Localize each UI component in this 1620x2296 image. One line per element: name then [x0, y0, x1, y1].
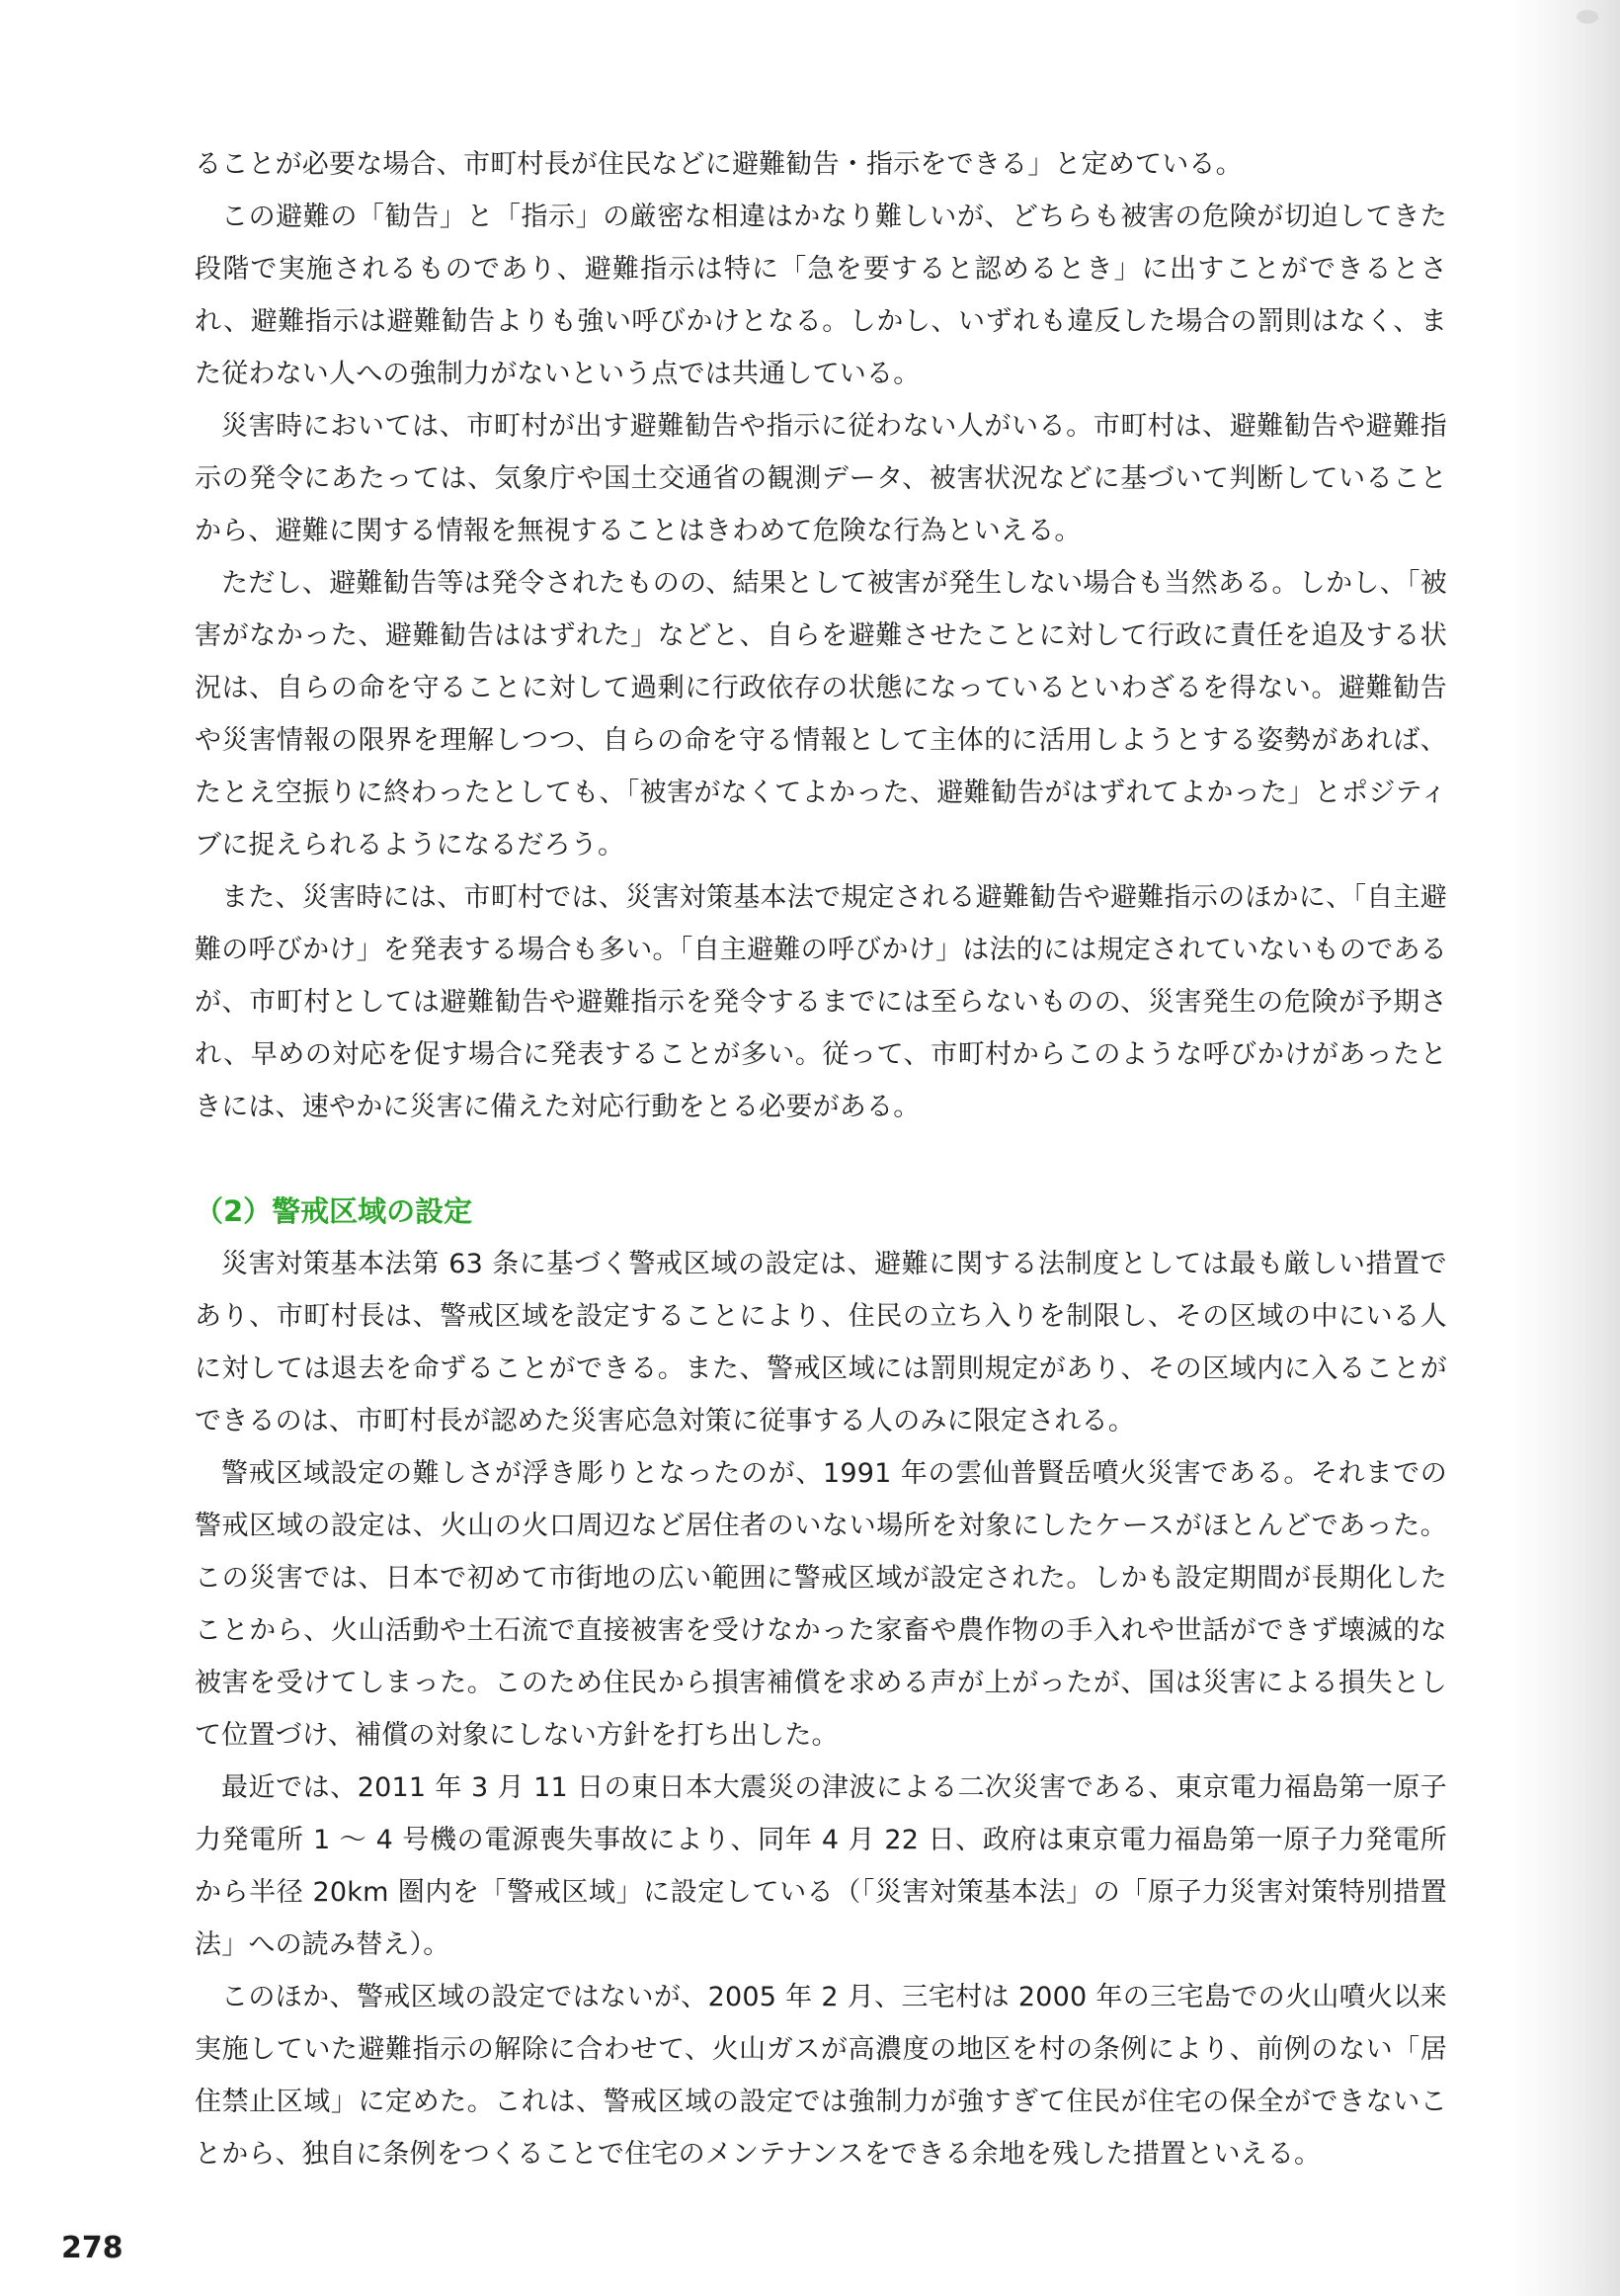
- paragraph: 災害対策基本法第 63 条に基づく警戒区域の設定は、避難に関する法制度としては最も厳しい措置であり、市町村長は、警戒区域を設定することにより、住民の立ち入りを制限し、その区域の中にいる人に対しては退去を命ずることができる。また、警戒区域には罰則規定があり、その区域内に入ることができるのは、市町村長が認めた災害応急対策に従事する人のみに限定される。: [195, 1249, 1447, 1436]
- page-edge-shadow: [1511, 0, 1620, 2296]
- scan-mark: [1577, 10, 1598, 24]
- page-body: [195, 138, 1447, 2180]
- section-heading: （2）警戒区域の設定: [195, 1194, 473, 1228]
- paragraph: 最近では、2011 年 3 月 11 日の東日本大震災の津波による二次災害である、東京電力福島第一原子力発電所 1 ～ 4 号機の電源喪失事故により、同年 4 月 22 日、政府は東京電力福島第一原子力発電所から半径 20km 圏内を「警戒区域」に設定している（「災害対策基本法」の「原子力災害対策特別措置法」への読み替え）。: [195, 1772, 1447, 1960]
- paragraph: ただし、避難勧告等は発令されたものの、結果として被害が発生しない場合も当然ある。しかし、「被害がなかった、避難勧告ははずれた」などと、自らを避難させたことに対して行政に責任を追及する状況は、自らの命を守ることに対して過剰に行政依存の状態になっているといわざるを得ない。避難勧告や災害情報の限界を理解しつつ、自らの命を守る情報として主体的に活用しようとする姿勢があれば、たとえ空振りに終わったとしても、「被害がなくてよかった、避難勧告がはずれてよかった」とポジティブに捉えられるようになるだろう。: [195, 568, 1447, 861]
- paragraph: また、災害時には、市町村では、災害対策基本法で規定される避難勧告や避難指示のほかに、「自主避難の呼びかけ」を発表する場合も多い。「自主避難の呼びかけ」は法的には規定されていないものであるが、市町村としては避難勧告や避難指示を発令するまでには至らないものの、災害発生の危険が予期され、早めの対応を促す場合に発表することが多い。従って、市町村からこのような呼びかけがあったときには、速やかに災害に備えた対応行動をとる必要がある。: [195, 882, 1447, 1122]
- page-number: 278: [61, 2231, 123, 2265]
- paragraph: このほか、警戒区域の設定ではないが、2005 年 2 月、三宅村は 2000 年の三宅島での火山噴火以来実施していた避難指示の解除に合わせて、火山ガスが高濃度の地区を村の条例により、前例のない「居住禁止区域」に定めた。これは、警戒区域の設定では強制力が強すぎて住民が住宅の保全ができないことから、独自に条例をつくることで住宅のメンテナンスをできる余地を残した措置といえる。: [195, 1982, 1447, 2170]
- paragraph: この避難の「勧告」と「指示」の厳密な相違はかなり難しいが、どちらも被害の危険が切迫してきた段階で実施されるものであり、避難指示は特に「急を要すると認めるとき」に出すことができるとされ、避難指示は避難勧告よりも強い呼びかけとなる。しかし、いずれも違反した場合の罰則はなく、また従わない人への強制力がないという点では共通している。: [195, 202, 1447, 389]
- paragraph: 警戒区域設定の難しさが浮き彫りとなったのが、1991 年の雲仙普賢岳噴火災害である。それまでの警戒区域の設定は、火山の火口周辺など居住者のいない場所を対象にしたケースがほとんどであった。この災害では、日本で初めて市街地の広い範囲に警戒区域が設定された。しかも設定期間が長期化したことから、火山活動や土石流で直接被害を受けなかった家畜や農作物の手入れや世話ができず壊滅的な被害を受けてしまった。このため住民から損害補償を求める声が上がったが、国は災害による損失として位置づけ、補償の対象にしない方針を打ち出した。: [195, 1458, 1447, 1751]
- paragraph: 災害時においては、市町村が出す避難勧告や指示に従わない人がいる。市町村は、避難勧告や避難指示の発令にあたっては、気象庁や国土交通省の観測データ、被害状況などに基づいて判断していることから、避難に関する情報を無視することはきわめて危険な行為といえる。: [195, 411, 1447, 546]
- paragraph: ることが必要な場合、市町村長が住民などに避難勧告・指示をできる」と定めている。: [195, 149, 1243, 180]
